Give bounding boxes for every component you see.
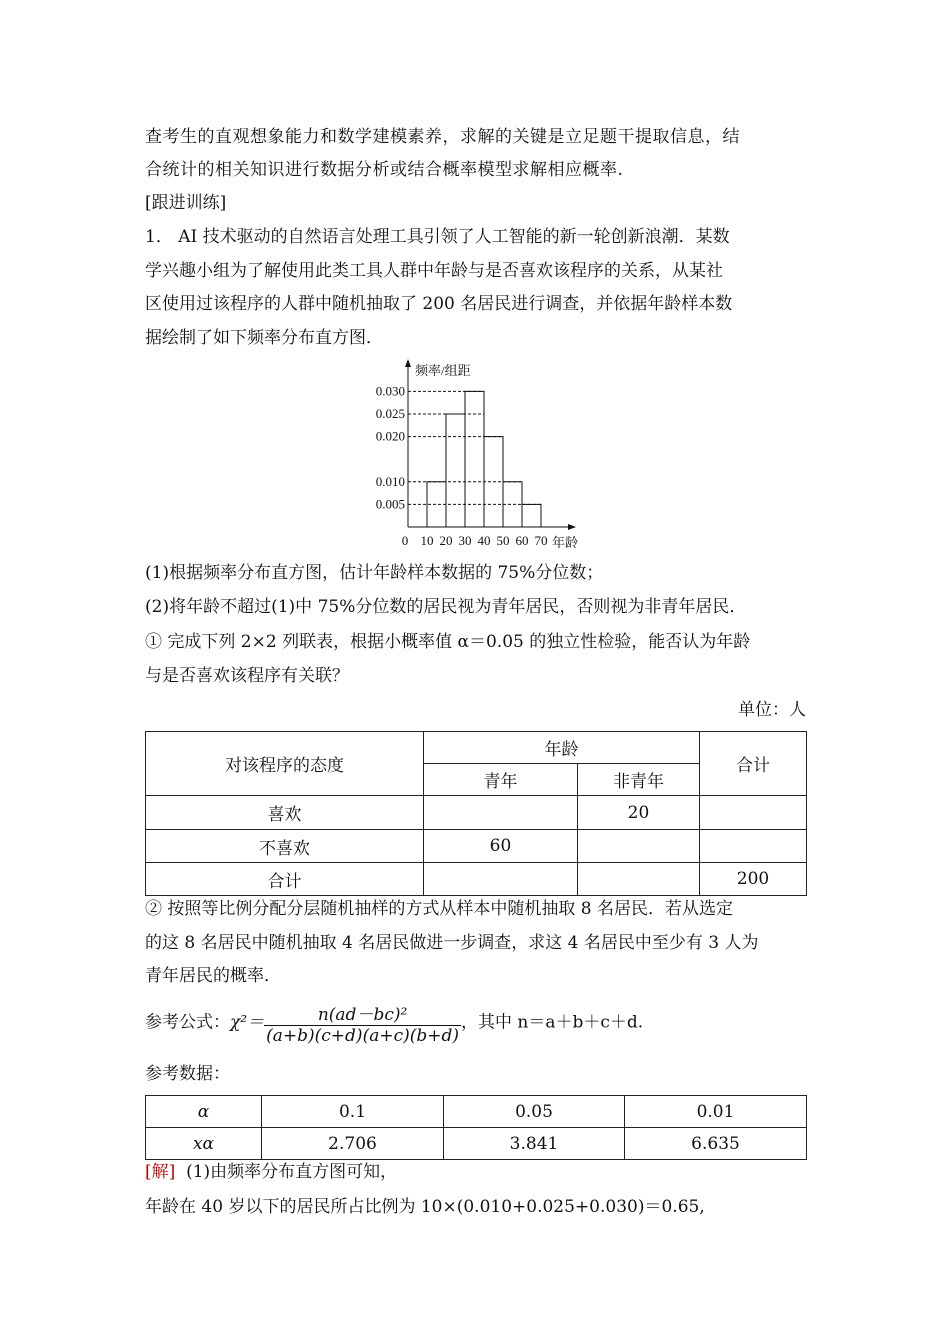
header-nonyoung: 非青年: [578, 764, 700, 796]
y-tick-label: 0.030: [375, 383, 405, 399]
question-2b-line: 青年居民的概率．: [145, 966, 281, 986]
cell: α: [197, 1101, 210, 1122]
x-tick-label: 40: [477, 533, 491, 548]
cell: 20: [578, 796, 700, 830]
intro-line: 合统计的相关知识进行数据分析或结合概率模型求解相应概率.: [145, 160, 624, 180]
contingency-table: [145, 731, 807, 896]
unit-label: 单位：人: [738, 700, 806, 720]
cell: [700, 796, 807, 830]
cell: [424, 863, 578, 896]
formula-denominator: (a+b)(c+d)(a+c)(b+d): [266, 1026, 460, 1046]
solution-line: [145, 1161, 397, 1183]
problem-line: 1． AI 技术驱动的自然语言处理工具引领了人工智能的新一轮创新浪潮．某数: [145, 227, 730, 247]
question-2a-line: ① 完成下列 2×2 列联表，根据小概率值 α＝0.05 的独立性检验，能否认为年龄: [145, 632, 751, 652]
critical-value-table: [145, 1095, 807, 1160]
y-axis-arrow: [405, 359, 411, 367]
cell: 合计: [146, 863, 424, 896]
cell: [578, 830, 700, 863]
problem-line: 区使用过该程序的人群中随机抽取了 200 名居民进行调查，并依据年龄样本数: [145, 294, 733, 314]
x-tick-label: 20: [439, 533, 453, 548]
cell: 0.01: [625, 1096, 807, 1128]
histogram-bar: [465, 391, 484, 527]
header-attitude: 对该程序的态度: [146, 732, 424, 796]
cell: 喜欢: [146, 796, 424, 830]
intro-line: 查考生的直观想象能力和数学建模素养，求解的关键是立足题干提取信息，结: [145, 127, 740, 147]
table-row: [146, 796, 807, 830]
cell: 不喜欢: [146, 830, 424, 863]
y-tick-label: 0.010: [375, 473, 405, 489]
x-axis-label: 年龄: [552, 535, 579, 550]
solution-text: (1)由频率分布直方图可知，: [186, 1162, 398, 1182]
solution-line: 年龄在 40 岁以下的居民所占比例为 10×(0.010+0.025+0.030)＝0.65,: [145, 1197, 705, 1217]
section-label: [跟进训练]: [145, 193, 227, 213]
solution-tag: [解]: [145, 1162, 176, 1182]
problem-line: 据绘制了如下频率分布直方图．: [145, 328, 383, 348]
header-total: 合计: [700, 732, 807, 796]
cell: [578, 863, 700, 896]
cell: 0.05: [444, 1096, 625, 1128]
x-tick-label: 30: [458, 533, 472, 548]
y-tick-label: 0.025: [375, 406, 405, 421]
formula-fraction: [264, 1000, 461, 1046]
histogram: [360, 355, 600, 555]
x-axis-arrow: [568, 524, 576, 530]
cell: [700, 830, 807, 863]
ref-data-label: 参考数据：: [145, 1064, 230, 1084]
header-age: 年龄: [424, 732, 700, 764]
problem-line: 学兴趣小组为了解使用此类工具人群中年龄与是否喜欢该程序的关系，从某社: [145, 261, 723, 281]
histogram-bar: [522, 504, 541, 527]
formula-lhs: χ²＝: [230, 1012, 265, 1033]
x-tick-label: 10: [420, 533, 434, 548]
cell: 2.706: [262, 1128, 444, 1160]
x-tick-label: 60: [515, 533, 529, 548]
cell: 0.1: [262, 1096, 444, 1128]
histogram-bar: [446, 414, 465, 527]
formula-numerator: n(ad－bc)²: [264, 1000, 461, 1026]
y-tick-label: 0.005: [375, 496, 405, 512]
cell: 3.841: [444, 1128, 625, 1160]
table-row: [146, 830, 807, 863]
cell: xα: [192, 1133, 215, 1154]
y-tick-label: 0.020: [375, 428, 405, 444]
question-2: (2)将年龄不超过(1)中 75%分位数的居民视为青年居民，否则视为非青年居民．: [145, 597, 747, 617]
formula-tail: ，其中 n＝a＋b＋c＋d.: [461, 1012, 644, 1033]
x-tick-label: 70: [534, 533, 548, 548]
formula: [145, 1000, 643, 1046]
table-row: [146, 863, 807, 896]
x-tick-label: 0: [401, 533, 409, 548]
question-2b-line: 的这 8 名居民中随机抽取 4 名居民做进一步调查，求这 4 名居民中至少有 3 人为: [145, 933, 759, 953]
cell: [424, 796, 578, 830]
cell: 6.635: [625, 1128, 807, 1160]
y-axis-label: 频率/组距: [415, 363, 471, 378]
x-tick-label: 50: [496, 533, 510, 548]
table-row: [146, 1096, 807, 1128]
header-young: 青年: [424, 764, 578, 796]
cell: 200: [700, 863, 807, 896]
question-1: (1)根据频率分布直方图，估计年龄样本数据的 75%分位数；: [145, 563, 604, 583]
cell: 60: [424, 830, 578, 863]
question-2a-line: 与是否喜欢该程序有关联？: [145, 666, 349, 686]
question-2b-line: ② 按照等比例分配分层随机抽样的方式从样本中随机抽取 8 名居民．若从选定: [145, 899, 734, 919]
formula-label: 参考公式：: [145, 1012, 230, 1033]
table-row: [146, 1128, 807, 1160]
